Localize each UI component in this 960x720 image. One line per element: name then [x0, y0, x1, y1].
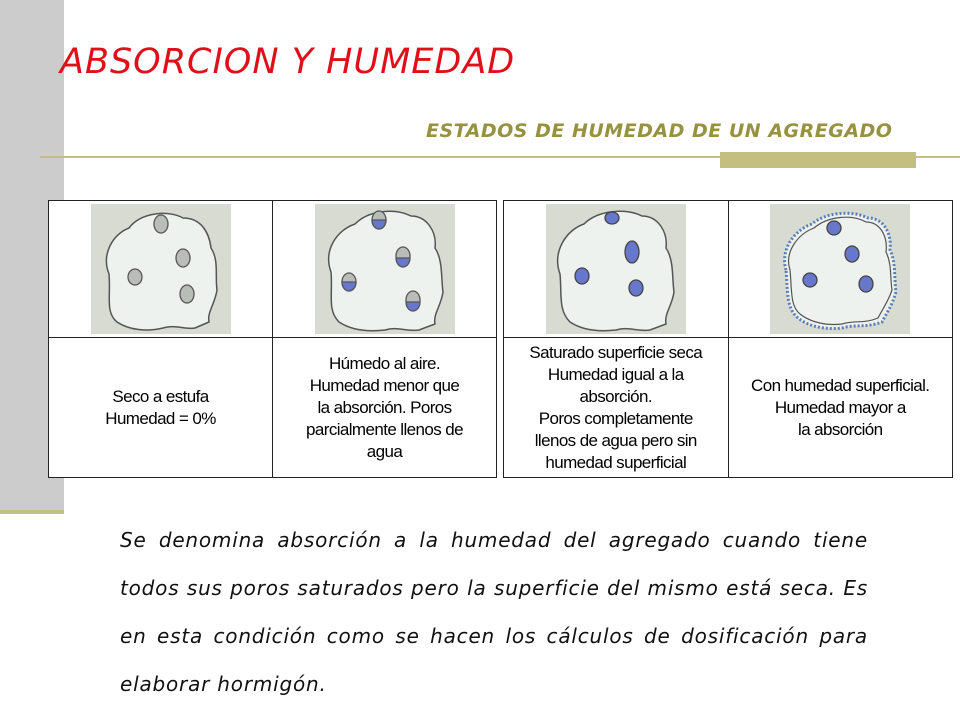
state-caption-cell — [504, 338, 729, 478]
saturated-surface-dry-aggregate-icon — [546, 204, 686, 334]
absorption-definition: Se denomina absorción a la humedad del agregado cuando tiene todos sus poros saturados pero la superficie del mismo está seca. Es en esta condición como se hacen los cálculos de dosificación para elaborar hormigón. — [120, 528, 868, 696]
dry-aggregate-icon — [91, 204, 231, 334]
state-image-cell — [49, 201, 273, 338]
state-image-cell — [728, 201, 953, 338]
wet-aggregate-icon — [770, 204, 910, 334]
state-image-cell — [504, 201, 729, 338]
state-image-cell — [273, 201, 497, 338]
divider-accent — [720, 152, 916, 168]
state-caption-air-dry: Húmedo al aire. Humedad menor que la absorción. Poros parcialmente llenos de agua — [306, 353, 463, 461]
air-dry-aggregate-icon — [315, 204, 455, 334]
state-caption-saturated-surface-dry: Saturado superficie seca Humedad igual a la absorción. Poros completamente llenos de agua pero sin humedad superficial — [529, 342, 703, 472]
state-caption-cell — [273, 338, 497, 478]
state-caption-cell — [49, 338, 273, 478]
slide-subtitle: ESTADOS DE HUMEDAD DE UN AGREGADO — [426, 120, 893, 142]
state-caption-surface-moisture: Con humedad superficial. Humedad mayor a la absorción — [751, 375, 930, 439]
moisture-table-left — [48, 200, 497, 478]
slide-title: ABSORCION Y HUMEDAD — [60, 42, 516, 82]
side-bar-accent — [0, 510, 64, 514]
state-caption-dry: Seco a estufa Humedad = 0% — [105, 386, 216, 428]
state-caption-cell — [728, 338, 953, 478]
moisture-table-right — [503, 200, 953, 478]
